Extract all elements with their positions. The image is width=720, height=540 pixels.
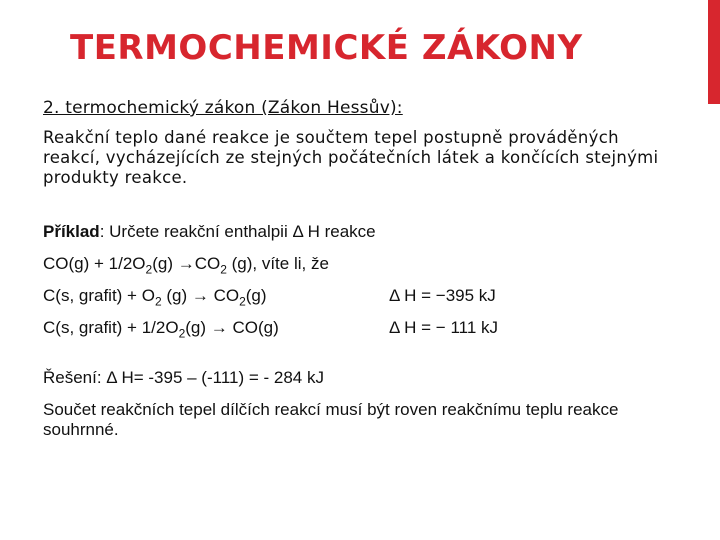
accent-bar <box>708 0 720 104</box>
reaction-2-enthalpy: Δ H = − 111 kJ <box>389 318 499 337</box>
reaction-1-part: (g) → CO <box>161 286 240 305</box>
main-reaction-subscript: 2 <box>220 262 227 277</box>
conclusion-text: Součet reakčních tepel dílčích reakcí musí být roven reakčnímu teplu reakce souhrnné. <box>43 400 619 439</box>
reaction-1-subscript: 2 <box>154 294 162 309</box>
slide-title: TERMOCHEMICKÉ ZÁKONY <box>70 28 583 68</box>
reaction-1-part: (g) <box>245 286 267 305</box>
reaction-1-equation <box>43 286 389 309</box>
main-reaction-subscript: 2 <box>145 262 153 277</box>
solution-line: Řešení: Δ H= -395 – (-111) = - 284 kJ <box>43 368 324 387</box>
law-heading: 2. termochemický zákon (Zákon Hessův): <box>43 98 403 118</box>
example-label: Příklad <box>43 222 100 241</box>
reaction-row-2 <box>43 318 663 341</box>
main-reaction-part: (g), víte li, že <box>226 254 329 273</box>
reaction-1-part: C(s, grafit) + O <box>43 286 155 305</box>
main-reaction <box>43 254 663 277</box>
reaction-2-subscript: 2 <box>178 326 186 341</box>
main-reaction-part: CO(g) + 1/2O <box>43 254 146 273</box>
main-reaction-part: (g) →CO <box>152 254 221 273</box>
example-line <box>43 222 663 242</box>
example-text: : Určete reakční enthalpii Δ H reakce <box>99 222 376 241</box>
reaction-2-equation <box>43 318 389 341</box>
reaction-1-subscript: 2 <box>239 294 246 309</box>
law-definition: Reakční teplo dané reakce je součtem tepel postupně prováděných reakcí, vycházejících ze stejných počátečních látek a končících stejnými produkty reakce. <box>43 128 659 187</box>
reaction-row-1 <box>43 286 663 309</box>
reaction-1-enthalpy: Δ H = −395 kJ <box>389 286 496 305</box>
reaction-2-part: (g) → CO(g) <box>185 318 279 337</box>
slide-content <box>43 98 663 440</box>
reaction-2-part: C(s, grafit) + 1/2O <box>43 318 179 337</box>
